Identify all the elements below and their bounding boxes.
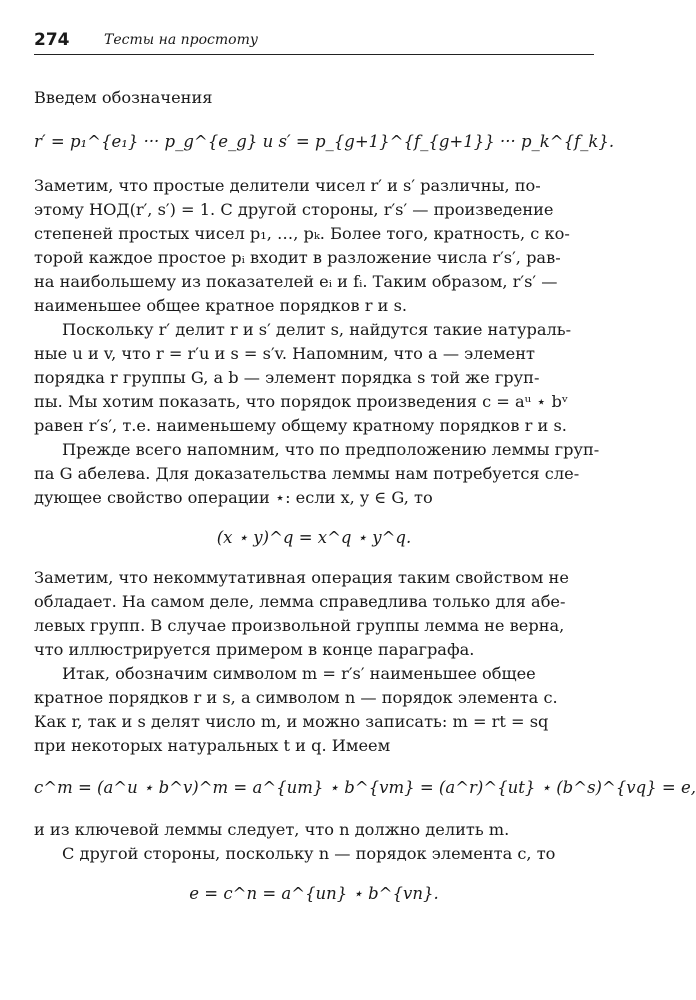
paragraph-5: [34, 662, 594, 758]
text-line: Заметим, что простые делители чисел r′ и s′ различны, по-: [34, 176, 541, 195]
text-line: Итак, обозначим символом m = r′s′ наименьшее общее: [62, 664, 536, 683]
text-line: пы. Мы хотим показать, что порядок произведения c = aᵘ ⋆ bᵛ: [34, 392, 568, 411]
text-line: что иллюстрируется примером в конце параграфа.: [34, 640, 475, 659]
paragraph-6: [34, 818, 594, 842]
text-line: кратное порядков r и s, а символом n — порядок элемента c.: [34, 688, 558, 707]
text-line: при некоторых натуральных t и q. Имеем: [34, 736, 391, 755]
text-line: этому НОД(r′, s′) = 1. С другой стороны, r′s′ — произведение: [34, 200, 554, 219]
page-header: [34, 30, 594, 54]
text-line: на наибольшему из показателей eᵢ и fᵢ. Таким образом, r′s′ —: [34, 272, 558, 291]
text-line: Как r, так и s делят число m, и можно записать: m = rt = sq: [34, 712, 549, 731]
intro-line: Введем обозначения: [34, 88, 213, 107]
formula-e-equals-c-power-n: e = c^n = a^{un} ⋆ b^{vn}.: [189, 884, 439, 903]
paragraph-4: [34, 566, 594, 662]
text-line: порядка r группы G, а b — элемент порядка s той же груп-: [34, 368, 540, 387]
text-line: дующее свойство операции ⋆: если x, y ∈ G, то: [34, 488, 433, 507]
paragraph-3: [34, 438, 600, 510]
text-line: равен r′s′, т.е. наименьшему общему кратному порядков r и s.: [34, 416, 567, 435]
text-line: С другой стороны, поскольку n — порядок элемента c, то: [62, 844, 556, 863]
paragraph-7: [34, 842, 594, 866]
text-line: Заметим, что некоммутативная операция таким свойством не: [34, 568, 569, 587]
text-line: ные u и v, что r = r′u и s = s′v. Напомним, что a — элемент: [34, 344, 536, 363]
text-line: наименьшее общее кратное порядков r и s.: [34, 296, 408, 315]
text-line: обладает. На самом деле, лемма справедлива только для абе-: [34, 592, 566, 611]
page-number: 274: [34, 30, 70, 50]
paragraph-1: [34, 174, 594, 318]
text-line: Поскольку r′ делит r и s′ делит s, найдутся такие натураль-: [62, 320, 572, 339]
text-line: торой каждое простое pᵢ входит в разложение числа r′s′, рав-: [34, 248, 561, 267]
text-line: и из ключевой леммы следует, что n должно делить m.: [34, 820, 510, 839]
page-body: [34, 86, 696, 906]
formula-r-s-decomposition: r′ = p₁^{e₁} ··· p_g^{e_g} и s′ = p_{g+1}^{f_{g+1}} ··· p_k^{f_k}.: [34, 132, 615, 151]
running-title: Тесты на простоту: [104, 32, 258, 48]
text-line: степеней простых чисел p₁, …, pₖ. Более того, кратность, с ко-: [34, 224, 570, 243]
header-rule: [34, 54, 594, 55]
paragraph-2: [34, 318, 594, 438]
formula-c-power-m: c^m = (a^u ⋆ b^v)^m = a^{um} ⋆ b^{vm} = (a^r)^{ut} ⋆ (b^s)^{vq} = e,: [34, 778, 696, 797]
text-line: левых групп. В случае произвольной группы лемма не верна,: [34, 616, 565, 635]
formula-power-of-product: (x ⋆ y)^q = x^q ⋆ y^q.: [216, 528, 412, 547]
text-line: Прежде всего напомним, что по предположению леммы груп-: [62, 440, 600, 459]
text-line: па G абелева. Для доказательства леммы нам потребуется сле-: [34, 464, 580, 483]
